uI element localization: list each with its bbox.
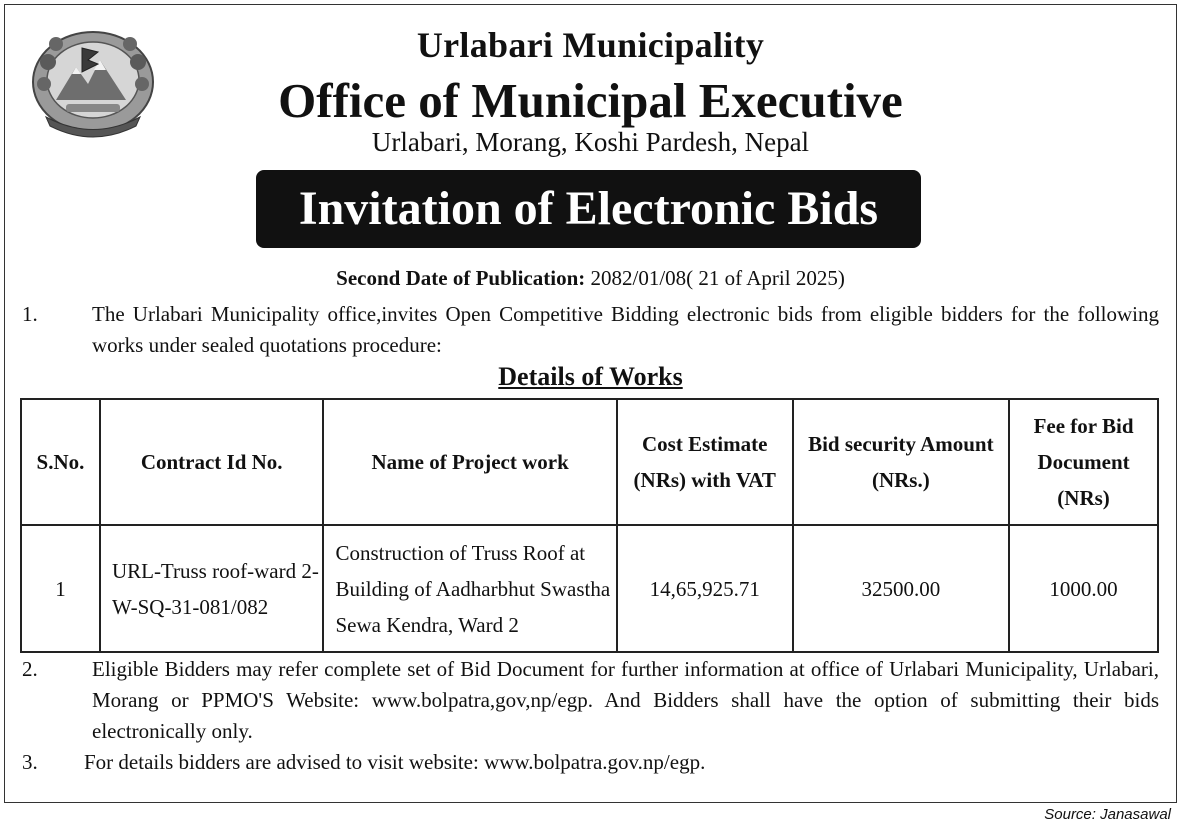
cell-fee: 1000.00 — [1009, 525, 1158, 652]
publication-label: Second Date of Publication: — [336, 266, 586, 290]
office-name: Office of Municipal Executive — [278, 73, 903, 128]
notice-title-banner: Invitation of Electronic Bids — [256, 170, 921, 248]
column-header: Contract Id No. — [100, 399, 324, 525]
table-row — [21, 525, 1158, 652]
item-number: 3. — [22, 750, 38, 774]
item-number: 2. — [22, 657, 38, 681]
office-address: Urlabari, Morang, Koshi Pardesh, Nepal — [371, 127, 810, 157]
source-credit: Source: Janasawal — [1044, 806, 1171, 823]
publication-value: 2082/01/08( 21 of April 2025) — [585, 266, 845, 290]
cell-bid-security: 32500.00 — [793, 525, 1010, 652]
column-header: Fee for Bid Document (NRs) — [1009, 399, 1158, 525]
cell-contract-id: URL-Truss roof-ward 2-W-SQ-31-081/082 — [100, 525, 324, 652]
column-header: Bid security Amount (NRs.) — [793, 399, 1010, 525]
cell-sno: 1 — [21, 525, 100, 652]
cell-project-name: Construction of Truss Roof at Building of Aadharbhut Swastha Sewa Kendra, Ward 2 — [323, 525, 616, 652]
item-number: 1. — [22, 302, 38, 326]
column-header: S.No. — [21, 399, 100, 525]
column-header: Cost Estimate (NRs) with VAT — [617, 399, 793, 525]
item-text: Eligible Bidders may refer complete set of Bid Document for further information at office of Urlabari Municipality, Urlabari, Morang or PPMO'S Website: www.bolpatra,gov,np/egp. And Bidders shall have the option of submitting their bids electronically only. — [92, 657, 1159, 743]
publication-date — [0, 266, 1181, 291]
column-header: Name of Project work — [323, 399, 616, 525]
details-title: Details of Works — [498, 362, 683, 391]
item-text: For details bidders are advised to visit website: www.bolpatra.gov.np/egp. — [84, 750, 706, 774]
municipality-name: Urlabari Municipality — [416, 25, 765, 65]
cell-cost-estimate: 14,65,925.71 — [617, 525, 793, 652]
table-header-row — [21, 399, 1158, 525]
works-table — [20, 398, 1159, 653]
item-text: The Urlabari Municipality office,invites Open Competitive Bidding electronic bids from eligible bidders for the following works under sealed quotations procedure: — [92, 302, 1159, 357]
